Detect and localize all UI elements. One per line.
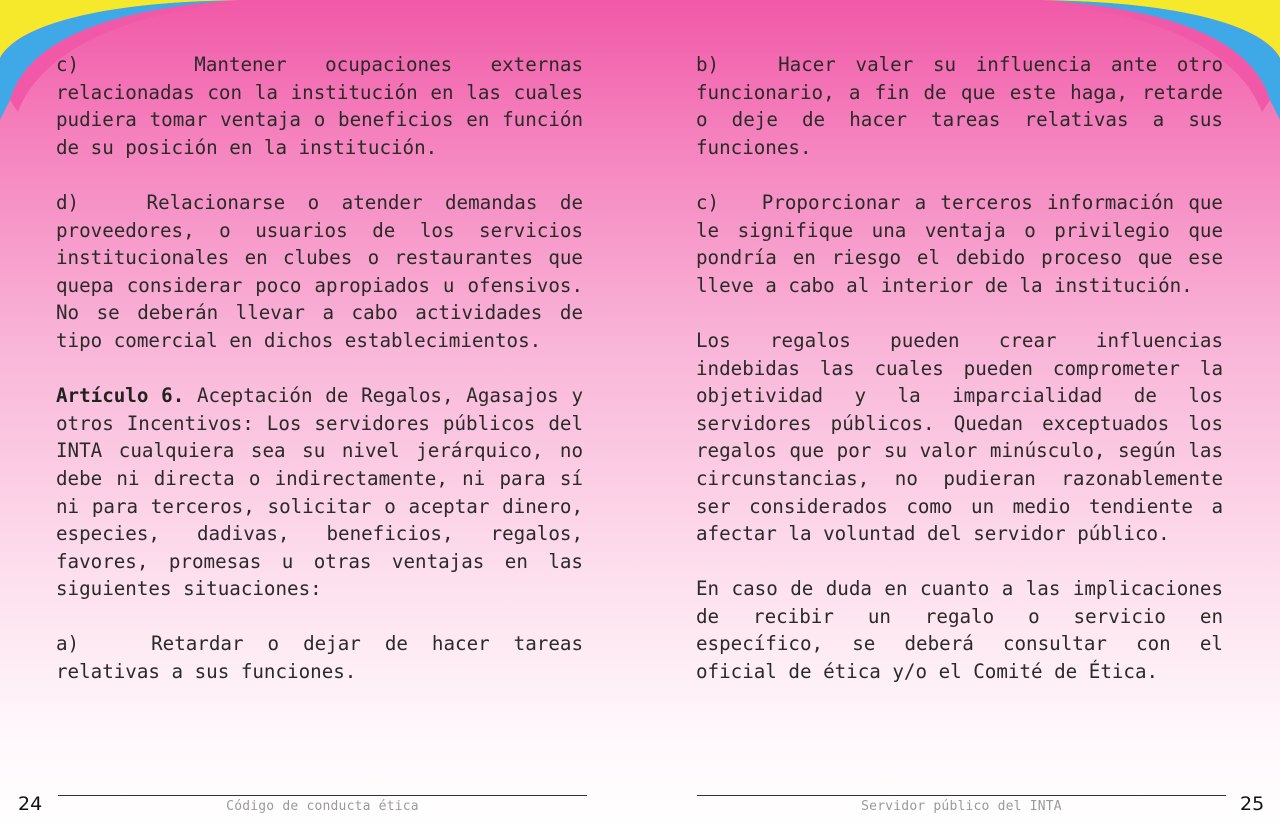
page-number-right: 25 (1240, 793, 1265, 815)
footer-rule-right (697, 795, 1226, 796)
paragraph-a-left: a) Retardar o dejar de hacer tareas relativas a sus funciones. (56, 632, 583, 684)
article-6-text: Aceptación de Regalos, Agasajos y otros Incentivos: Los servidores públicos del INTA cualquiera sea su nivel jerárquico, no debe ni directa o indirectamente, ni para sí ni para terceros, solicitar o aceptar dinero, especies, dadivas, beneficios, regalos, favores, promesas u otras ventajas en las siguientes situaciones: (56, 384, 583, 601)
paragraph-c-left: c) Mantener ocupaciones externas relacionadas con la institución en las cuales pudiera tomar ventaja o beneficios en función de su posición en la institución. (56, 53, 583, 159)
paragraph-d-left: d) Relacionarse o atender demandas de proveedores, o usuarios de los servicios institucionales en clubes o restaurantes que quepa considerar poco apropiados u ofensivos. No se deberán llevar a cabo actividades de tipo comercial en dichos establecimientos. (56, 190, 583, 352)
right-page-column (696, 51, 1223, 713)
footer-title-left: Código de conducta ética (226, 799, 419, 814)
article-6-paragraph (56, 382, 583, 603)
footer-title-right: Servidor público del INTA (861, 799, 1062, 814)
paragraph-c-right: c) Proporcionar a terceros información que le signifique una ventaja o privilegio que pondría en riesgo el debido proceso que ese lleve a cabo al interior de la institución. (696, 190, 1223, 297)
footer-rule-left (58, 795, 587, 796)
left-page-column (56, 51, 583, 713)
paragraph-b-right: b) Hacer valer su influencia ante otro funcionario, a fin de que este haga, retarde o deje de hacer tareas relativas a sus funciones. (696, 53, 1223, 159)
paragraph-gifts: Los regalos pueden crear influencias indebidas las cuales pueden comprometer la objetividad y la imparcialidad de los servidores públicos. Quedan exceptuados los regalos que por su valor minúsculo, según las circunstancias, no pudieran razonablemente ser considerados como un medio tendiente a afectar la voluntad del servidor público. (696, 328, 1223, 546)
article-6-label: Artículo 6. (56, 384, 185, 408)
paragraph-doubt: En caso de duda en cuanto a las implicaciones de recibir un regalo o servicio en específico, se deberá consultar con el oficial de ética y/o el Comité de Ética. (696, 577, 1223, 684)
page-number-left: 24 (18, 793, 43, 815)
